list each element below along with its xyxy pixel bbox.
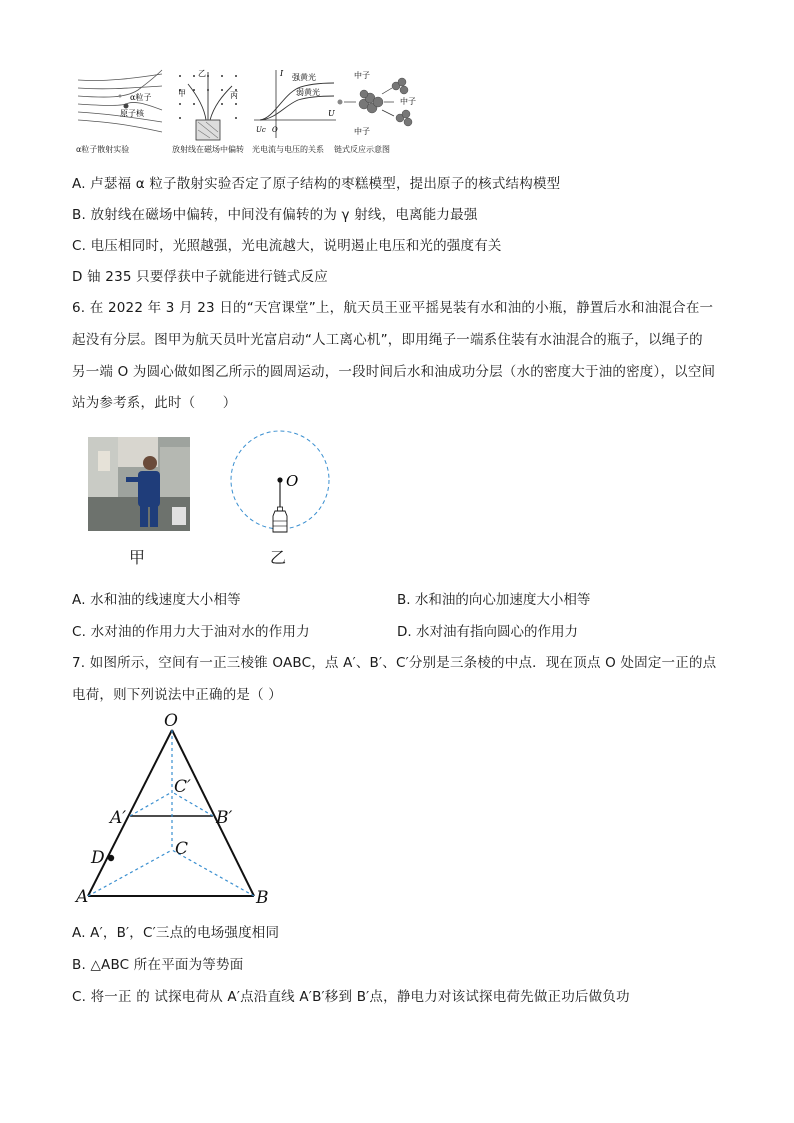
point-d <box>108 855 114 861</box>
chain-reaction-diagram <box>334 66 424 142</box>
label-a-prime: A′ <box>110 808 127 828</box>
q7-option-a: A. A′，B′，C′三点的电场强度相同 <box>72 925 280 941</box>
bing-label: 丙 <box>230 91 238 100</box>
q6-option-d: D. 水对油有指向圆心的作用力 <box>397 624 578 640</box>
uc-label: Uc <box>256 126 266 134</box>
jia-label: 甲 <box>178 89 186 98</box>
alpha-label: α粒子 <box>130 93 152 102</box>
q6-stem-line4: 站为参考系，此时（ ） <box>72 395 237 411</box>
q7-stem-line2: 电荷，则下列说法中正确的是（ ） <box>72 687 282 703</box>
nucleus-label: 原子核 <box>120 109 144 118</box>
yi-label: 乙 <box>198 69 206 78</box>
alpha-scattering-diagram <box>76 66 164 142</box>
q7-stem-line1: 7. 如图所示，空间有一正三棱锥 OABC，点 A′、B′、C′分别是三条棱的中点．现在顶点 O 处固定一正的点 <box>72 655 717 671</box>
label-b-prime: B′ <box>216 808 233 828</box>
magnetic-deflection-diagram <box>172 66 252 142</box>
q5-option-c: C. 电压相同时，光照越强，光电流越大，说明遏止电压和光的强度有关 <box>72 238 502 254</box>
label-vertex-o: O <box>164 711 178 731</box>
astronaut-photo <box>88 437 190 531</box>
q7-option-c: C. 将一正 的 试探电荷从 A′点沿直线 A′B′移到 B′点，静电力对该试探电荷先做正功后做负功 <box>72 989 630 1005</box>
neutron-label-2: 中子 <box>400 97 416 106</box>
label-vertex-c: C <box>175 839 189 859</box>
q5-option-d: D 铀 235 只要俘获中子就能进行链式反应 <box>72 269 328 285</box>
q5-option-a: A. 卢瑟福 α 粒子散射实验否定了原子结构的枣糕模型，提出原子的核式结构模型 <box>72 176 561 192</box>
pyramid-diagram <box>74 710 274 910</box>
photoelectric-graph <box>252 66 338 142</box>
figure-alpha-scattering <box>76 66 164 158</box>
q6-stem-line1: 6. 在 2022 年 3 月 23 日的“天宫课堂”上，航天员王亚平摇晃装有水和油的小瓶，静置后水和油混合在一 <box>72 300 714 316</box>
magnet-caption: 放射线在磁场中偏转 <box>172 145 244 154</box>
label-c-prime: C′ <box>174 777 191 797</box>
chain-caption: 链式反应示意图 <box>334 145 390 154</box>
q6-stem-line3: 另一端 O 为圆心做如图乙所示的圆周运动，一段时间后水和油成功分层（水的密度大于油的密度），以空间 <box>72 364 716 380</box>
neutron-label-3: 中子 <box>354 127 370 136</box>
fig-yi-label: 乙 <box>270 548 287 567</box>
figure-magnetic-deflection <box>172 66 252 158</box>
figure-chain-reaction <box>334 66 424 158</box>
bottle-icon <box>273 507 287 532</box>
q6-stem-line2: 起没有分层。图甲为航天员叶光富启动“人工离心机”，即用绳子一端系住装有水油混合的瓶子，以绳子的 <box>72 332 703 348</box>
origin-label: O <box>272 126 278 134</box>
q6-option-a: A. 水和油的线速度大小相等 <box>72 592 241 608</box>
strong-light-label: 强黄光 <box>292 73 316 82</box>
edge-ob <box>172 730 254 896</box>
circular-motion-diagram <box>228 428 332 534</box>
label-vertex-b: B <box>256 888 269 908</box>
q5-option-b: B. 放射线在磁场中偏转，中间没有偏转的为 γ 射线，电离能力最强 <box>72 207 478 223</box>
neutron-label-1: 中子 <box>354 71 370 80</box>
figure-photoelectric <box>252 66 338 158</box>
u-axis-label: U <box>328 109 335 118</box>
label-vertex-a: A <box>76 887 89 907</box>
q7-option-b: B. △ABC 所在平面为等势面 <box>72 957 244 973</box>
q6-option-c: C. 水对油的作用力大于油对水的作用力 <box>72 624 310 640</box>
segment-ap-cp <box>130 792 172 816</box>
edge-oa <box>88 730 172 896</box>
photo-caption: 光电流与电压的关系 <box>252 145 324 154</box>
q6-option-b: B. 水和油的向心加速度大小相等 <box>397 592 591 608</box>
i-axis-label: I <box>280 69 284 78</box>
alpha-caption: α粒子散射实验 <box>76 145 130 154</box>
fig-jia-label: 甲 <box>129 548 146 567</box>
space-station-photo-placeholder <box>88 437 190 531</box>
label-o: O <box>286 472 299 490</box>
weak-light-label: 弱黄光 <box>296 88 320 97</box>
label-point-d: D <box>91 848 105 868</box>
